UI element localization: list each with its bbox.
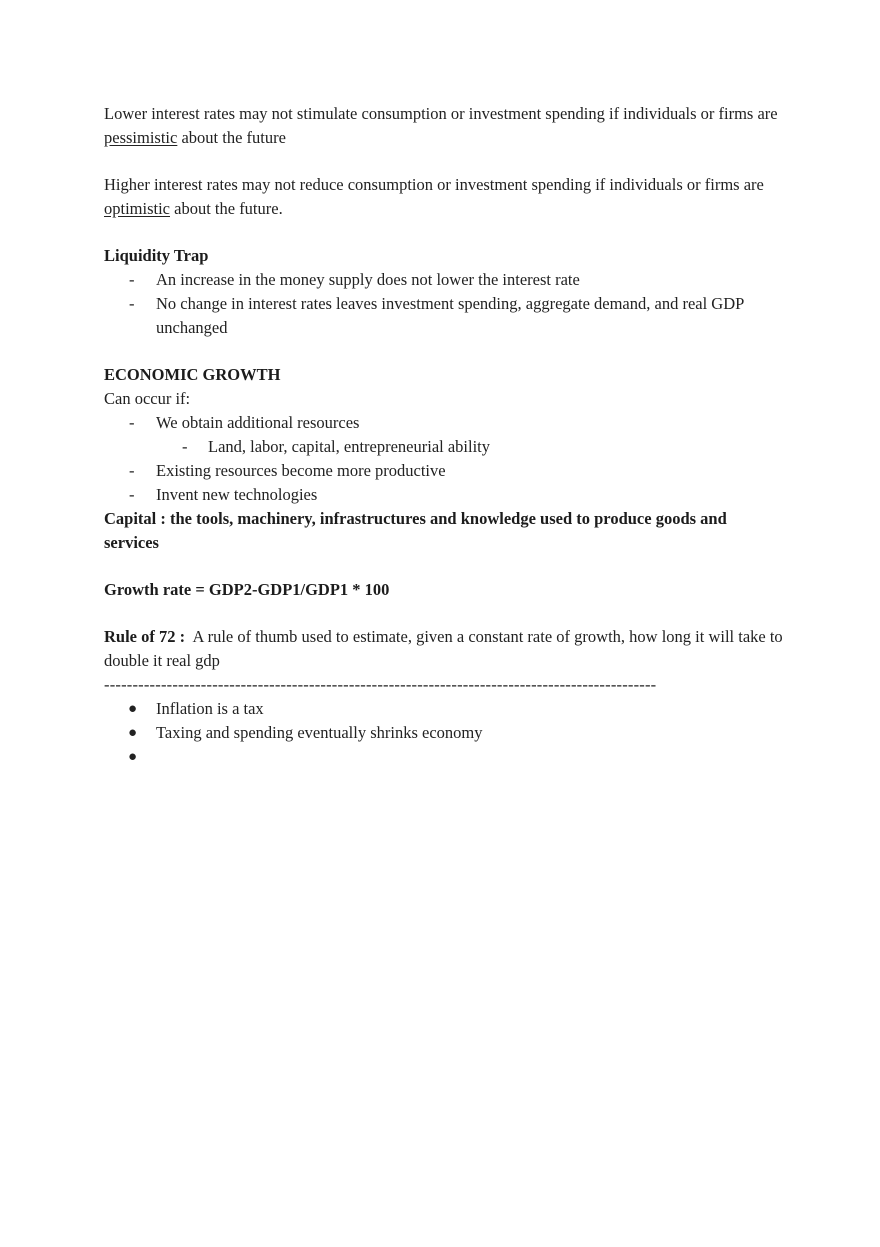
bullet-icon: ● [128, 749, 138, 765]
rule-of-72-paragraph: Rule of 72 : A rule of thumb used to estimate, given a constant rate of growth, how long it will take to double it real gdp [104, 627, 787, 670]
dash-marker: - [182, 437, 188, 456]
dash-marker: - [129, 294, 135, 313]
dash-marker: - [129, 270, 135, 289]
list-item: ● Inflation is a tax [104, 697, 784, 721]
dash-marker: - [129, 461, 135, 480]
capital-definition: Capital : the tools, machinery, infrastructures and knowledge used to produce goods and services [104, 509, 727, 552]
bullet-icon: ● [128, 725, 138, 741]
dash-marker: - [129, 485, 135, 504]
paragraph-higher-interest-rates: Higher interest rates may not reduce consumption or investment spending if individuals or firms are optimistic about the future. [104, 175, 764, 218]
liquidity-trap-list [104, 268, 784, 340]
dashed-divider: ------------------------------------------------------------------------------------------------- [104, 675, 657, 694]
growth-rate-formula: Growth rate = GDP2-GDP1/GDP1 * 100 [104, 580, 390, 599]
list-item: - Existing resources become more productive [104, 459, 784, 483]
list-item: - No change in interest rates leaves investment spending, aggregate demand, and real GDP unchanged [129, 294, 744, 337]
heading-economic-growth: ECONOMIC GROWTH [104, 365, 281, 384]
document-page [104, 102, 787, 769]
paragraph-lower-interest-rates: Lower interest rates may not stimulate consumption or investment spending if individuals or firms are pessimistic about the future [104, 104, 778, 147]
list-item: - An increase in the money supply does not lower the interest rate [104, 268, 784, 292]
dash-marker: - [129, 413, 135, 432]
list-item: - We obtain additional resources [104, 411, 784, 435]
bullet-icon: ● [128, 701, 138, 717]
bullet-list [104, 697, 784, 769]
list-item-empty [104, 745, 784, 769]
heading-liquidity-trap: Liquidity Trap [104, 246, 209, 265]
economic-growth-list [104, 411, 784, 507]
sub-list-item: - Land, labor, capital, entrepreneurial ability [104, 435, 784, 459]
rule-of-72-label: Rule of 72 : [104, 627, 186, 646]
list-item: ● Taxing and spending eventually shrinks economy [104, 721, 784, 745]
emphasis-pessimistic: pessimistic [104, 128, 178, 147]
list-item: - Invent new technologies [104, 483, 784, 507]
emphasis-optimistic: optimistic [104, 199, 170, 218]
economic-growth-intro: Can occur if: [104, 389, 191, 408]
